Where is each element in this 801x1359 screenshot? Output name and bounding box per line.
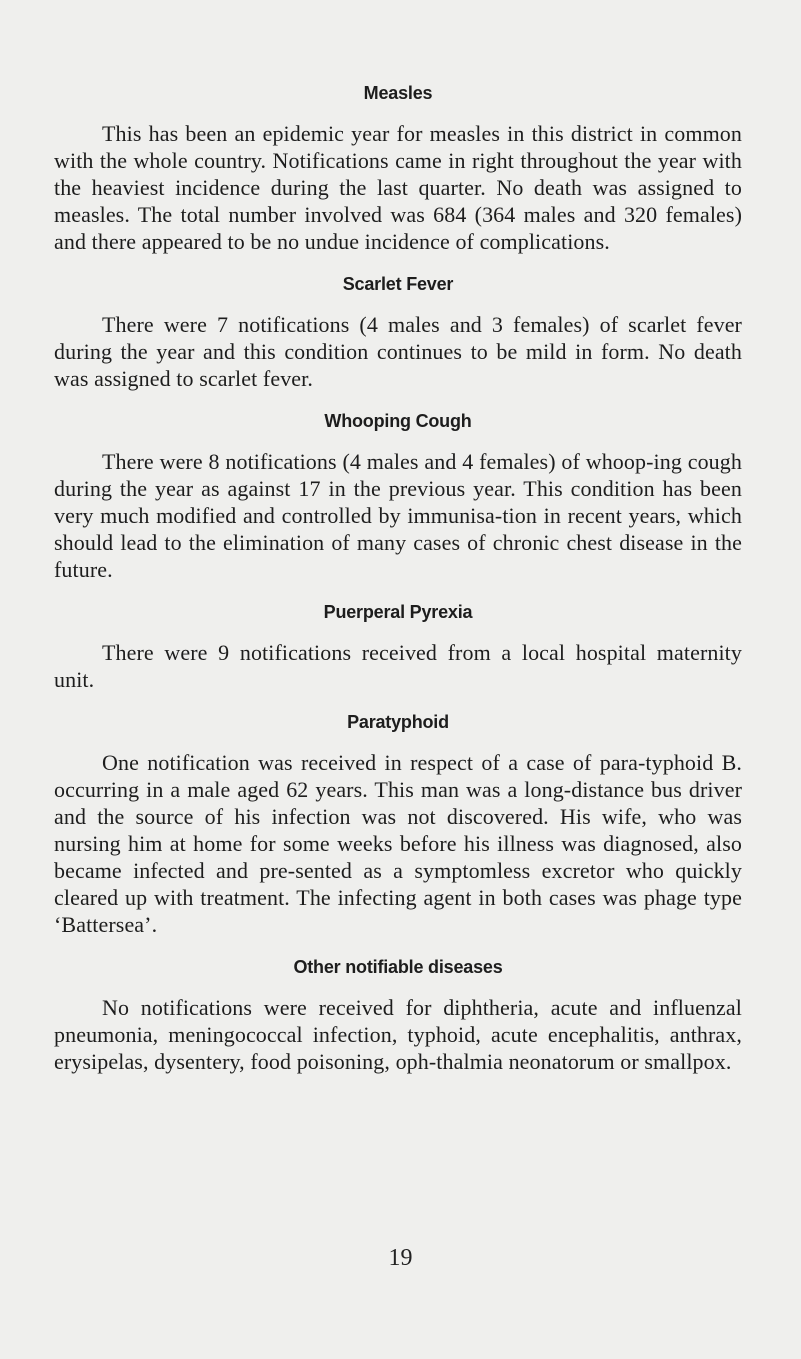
paragraph-puerperal-pyrexia: There were 9 notifications received from a local hospital maternity unit.	[54, 640, 742, 692]
paragraph-scarlet-fever: There were 7 notifications (4 males and 3 females) of scarlet fever during the year and this condition continues to be mild in form. No death was assigned to scarlet fever.	[54, 312, 742, 391]
heading-scarlet-fever: Scarlet Fever	[342, 274, 454, 294]
heading-whooping-cough: Whooping Cough	[324, 411, 472, 431]
paragraph-measles: This has been an epidemic year for measles in this district in common with the whole country. Notifications came in right throughout the year with the heaviest incidence during the last quarter. No death was assigned to measles. The total number involved was 684 (364 males and 320 females) and there appeared to be no undue incidence of complications.	[54, 121, 742, 254]
heading-measles: Measles	[363, 83, 433, 103]
paragraph-whooping-cough: There were 8 notifications (4 males and 4 females) of whoop-ing cough during the year as against 17 in the previous year. This condition has been very much modified and controlled by immunisa-tion in recent years, which should lead to the elimination of many cases of chronic chest disease in the future.	[54, 449, 742, 582]
heading-other-notifiable-diseases: Other notifiable diseases	[293, 957, 503, 977]
paragraph-paratyphoid: One notification was received in respect of a case of para-typhoid B. occurring in a male aged 62 years. This man was a long-distance bus driver and the source of his infection was not discovered. His wife, who was nursing him at home for some weeks before his illness was diagnosed, also became infected and pre-sented as a symptomless excretor who quickly cleared up with treatment. The infecting agent in both cases was phage type ‘Battersea’.	[54, 750, 742, 937]
page-number: 19	[388, 1245, 413, 1271]
heading-paratyphoid: Paratyphoid	[347, 712, 449, 732]
paragraph-other-notifiable-diseases: No notifications were received for diphtheria, acute and influenzal pneumonia, meningococcal infection, typhoid, acute encephalitis, anthrax, erysipelas, dysentery, food poisoning, oph-thalmia neonatorum or smallpox.	[54, 995, 742, 1074]
heading-puerperal-pyrexia: Puerperal Pyrexia	[323, 602, 473, 622]
document-page	[54, 78, 742, 1075]
